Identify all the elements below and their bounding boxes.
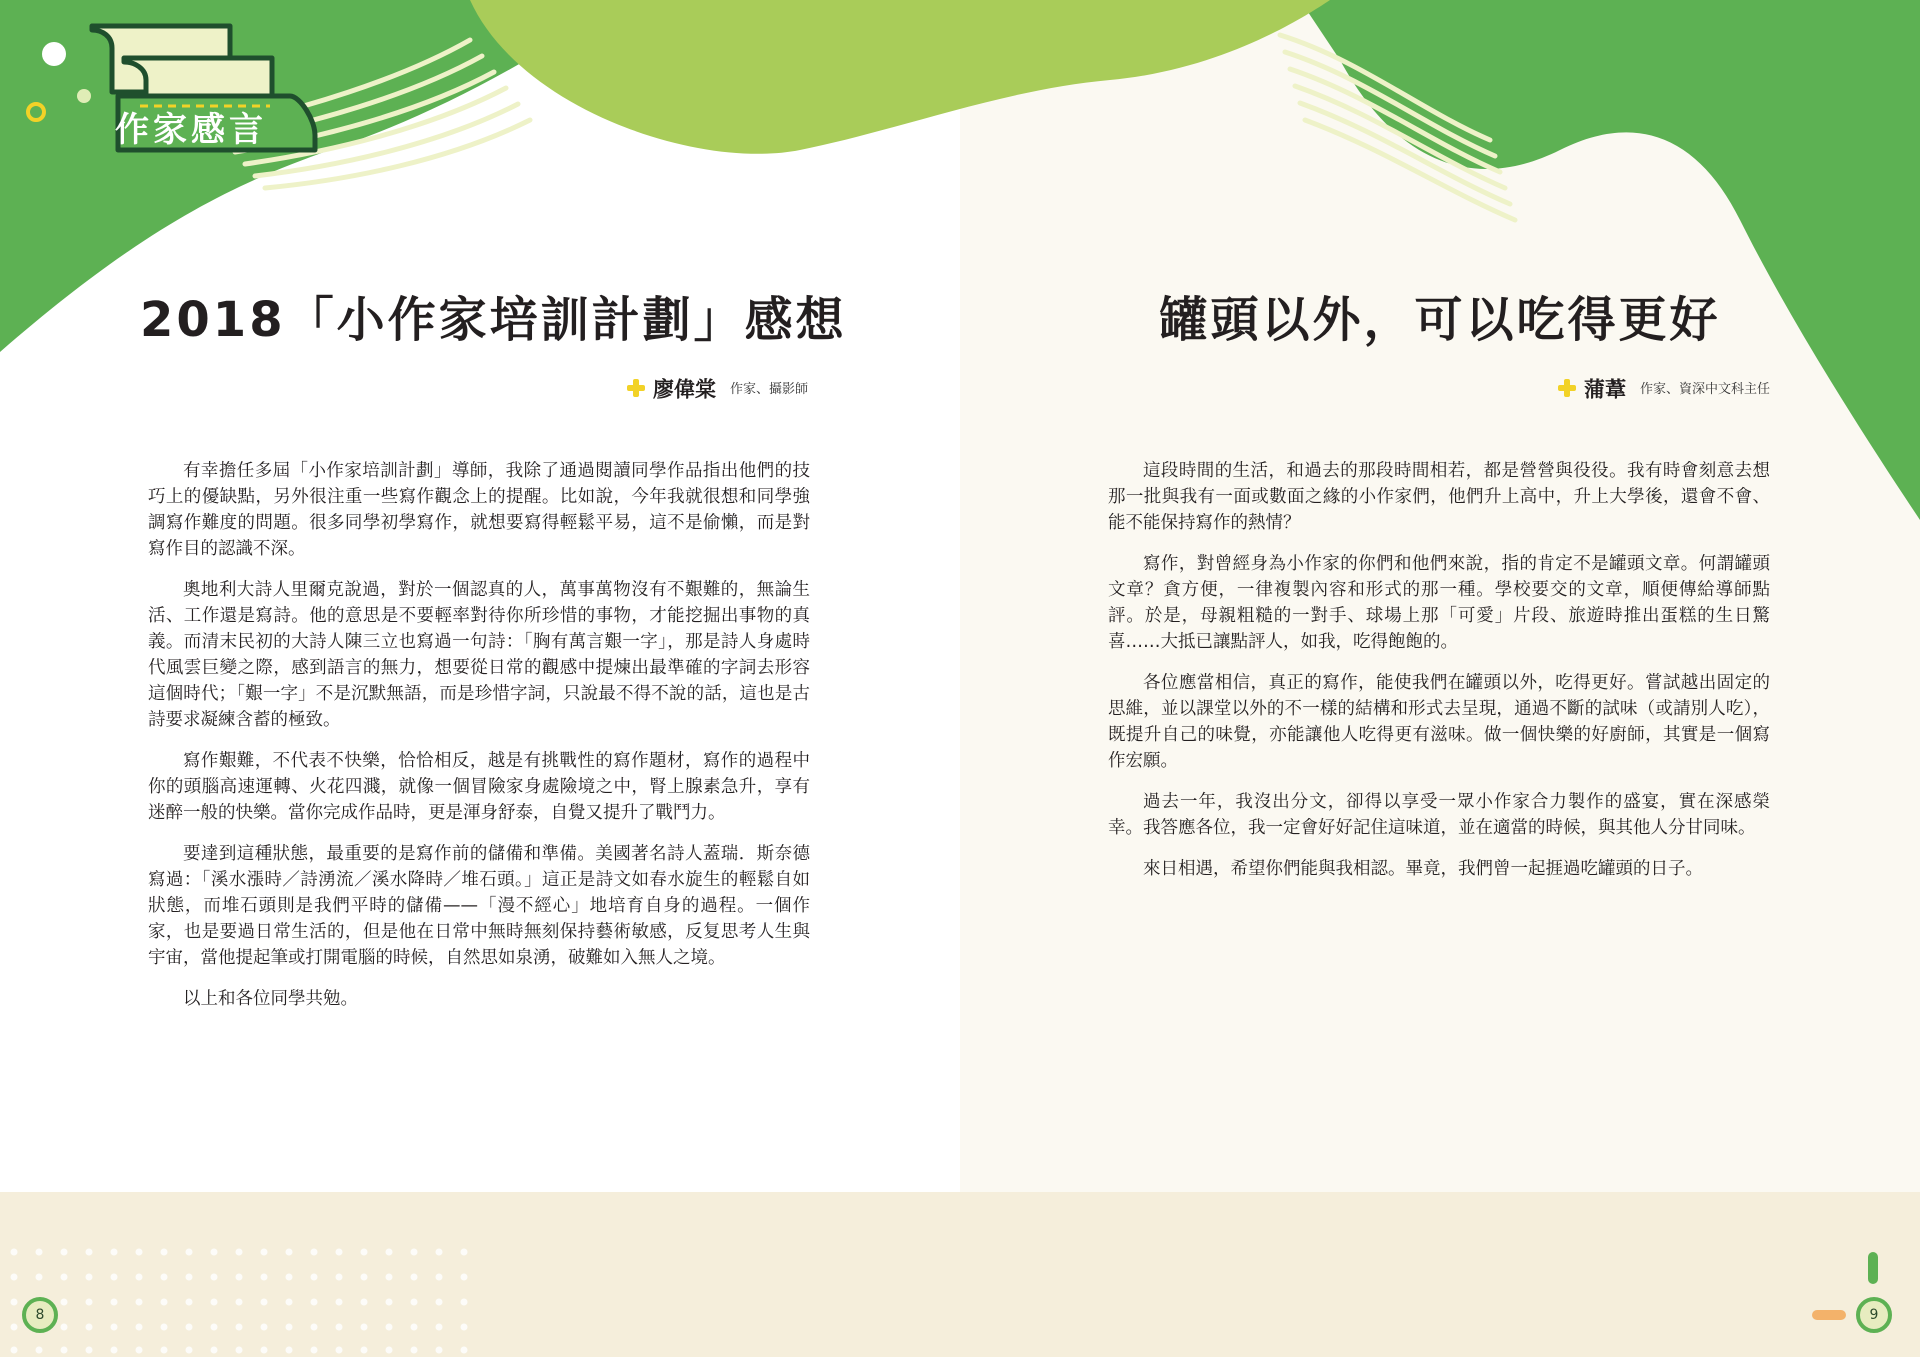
paragraph: 寫作，對曾經身為小作家的你們和他們來說，指的肯定不是罐頭文章。何謂罐頭文章？貪方便，一律複製內容和形式的那一種。學校要交的文章，順便傳給導師點評。於是，母親粗糙的一對手、球場上那「可愛」片段、旅遊時推出蛋糕的生日驚喜……大抵已讓點評人，如我，吃得飽飽的。 bbox=[1108, 554, 1770, 652]
section-tag: 作家感言 bbox=[115, 110, 267, 150]
paragraph: 有幸擔任多屆「小作家培訓計劃」導師，我除了通過閱讀同學作品指出他們的技巧上的優缺點，另外很注重一些寫作觀念上的提醒。比如說，今年我就很想和同學強調寫作難度的問題。很多同學初學寫作，就想要寫得輕鬆平易，這不是偷懶，而是對寫作目的認識不深。 bbox=[148, 461, 810, 559]
page-number-right: 9 bbox=[1856, 1297, 1892, 1333]
right-author-name: 蒲葦 bbox=[1583, 377, 1626, 402]
accent-bar-orange bbox=[1812, 1310, 1846, 1320]
paragraph: 要達到這種狀態，最重要的是寫作前的儲備和準備。美國著名詩人蓋瑞．斯奈德寫過：「溪水漲時／詩湧流／溪水降時／堆石頭。」這正是詩文如春水旋生的輕鬆自如狀態，而堆石頭則是我們平時的儲備——「漫不經心」地培育自身的過程。一個作家，也是要過日常生活的，但是他在日常中無時無刻保持藝術敏感，反复思考人生與宇宙，當他提起筆或打開電腦的時候，自然思如泉湧，破難如入無人之境。 bbox=[148, 844, 810, 968]
right-article-body bbox=[1108, 458, 1770, 897]
paragraph: 奧地利大詩人里爾克說過，對於一個認真的人，萬事萬物沒有不艱難的，無論生活、工作還是寫詩。他的意思是不要輕率對待你所珍惜的事物，才能挖掘出事物的真義。而清末民初的大詩人陳三立也寫過一句詩：「胸有萬言艱一字」，那是詩人身處時代風雲巨變之際，感到語言的無力，想要從日常的觀感中提煉出最準確的字詞去形容這個時代；「艱一字」不是沉默無語，而是珍惜字詞，只說最不得不說的話，這也是古詩要求凝練含蓄的極致。 bbox=[148, 580, 810, 730]
left-author-name: 廖偉棠 bbox=[652, 377, 716, 402]
paragraph: 各位應當相信，真正的寫作，能使我們在罐頭以外，吃得更好。嘗試越出固定的思維，並以課堂以外的不一樣的結構和形式去呈現，通過不斷的試味（或請別人吃），既提升自己的味覺，亦能讓他人吃得更有滋味。做一個快樂的好廚師，其實是一個寫作宏願。 bbox=[1108, 673, 1770, 771]
decor-dot-pale bbox=[77, 89, 91, 103]
accent-bar-green bbox=[1868, 1252, 1878, 1284]
right-article-title: 罐頭以外，可以吃得更好 bbox=[1159, 292, 1721, 348]
left-article-title: 2018「小作家培訓計劃」感想 bbox=[140, 292, 847, 348]
decor-dot-white bbox=[42, 42, 66, 66]
paragraph: 過去一年，我沒出分文，卻得以享受一眾小作家合力製作的盛宴，實在深感榮幸。我答應各位，我一定會好好記住這味道，並在適當的時候，與其他人分甘同味。 bbox=[1108, 792, 1770, 838]
plus-icon bbox=[1558, 379, 1576, 397]
page-number-left: 8 bbox=[22, 1297, 58, 1333]
paragraph: 以上和各位同學共勉。 bbox=[183, 989, 358, 1009]
right-author-role: 作家、資深中文科主任 bbox=[1639, 381, 1770, 397]
left-article-body bbox=[148, 458, 810, 1027]
paragraph: 來日相遇，希望你們能與我相認。畢竟，我們曾一起捱過吃罐頭的日子。 bbox=[1143, 859, 1703, 879]
paragraph: 這段時間的生活，和過去的那段時間相若，都是營營與役役。我有時會刻意去想那一批與我有一面或數面之緣的小作家們，他們升上高中，升上大學後，還會不會、能不能保持寫作的熱情？ bbox=[1108, 461, 1770, 533]
right-author-line bbox=[1480, 372, 1770, 406]
paragraph: 寫作艱難，不代表不快樂，恰恰相反，越是有挑戰性的寫作題材，寫作的過程中你的頭腦高速運轉、火花四濺，就像一個冒險家身處險境之中，腎上腺素急升，享有迷醉一般的快樂。當你完成作品時，更是渾身舒泰，自覺又提升了戰鬥力。 bbox=[148, 751, 810, 823]
left-author-role: 作家、攝影師 bbox=[729, 381, 808, 397]
left-author-line bbox=[560, 372, 808, 406]
plus-icon bbox=[627, 379, 645, 397]
